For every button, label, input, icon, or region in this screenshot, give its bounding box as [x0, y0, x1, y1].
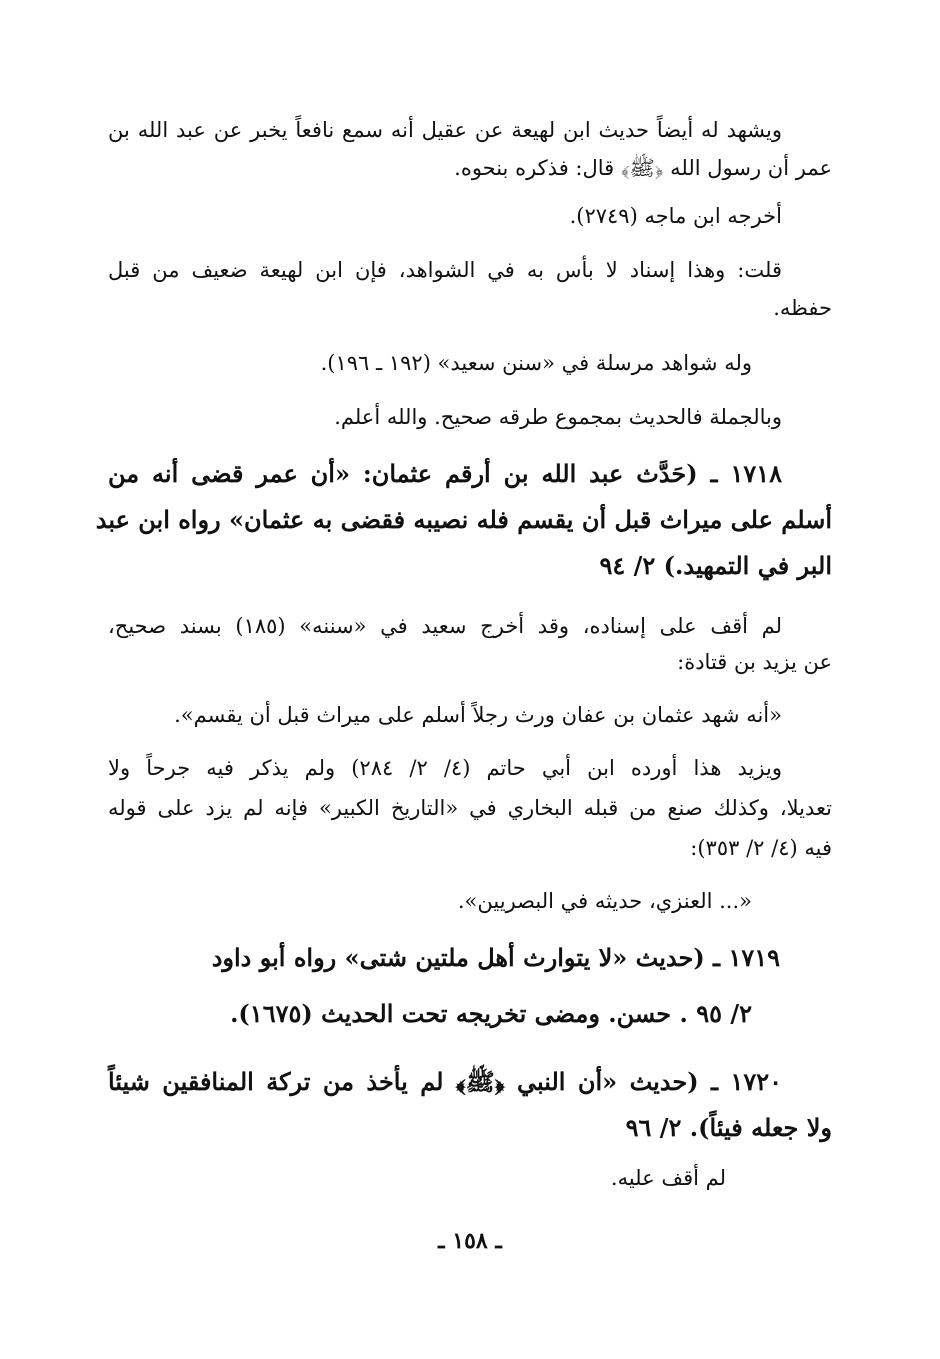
text-line: عن يزيد بن قتادة:: [677, 650, 832, 674]
quote-line: «... العنزي، حديثه في البصريين».: [457, 889, 752, 913]
quote-line: «أنه شهد عثمان بن عفان ورث رجلاً أسلم على ميراث قبل أن يقسم».: [174, 703, 782, 727]
hadith-heading-1719: ١٧١٩ ـ (حديث «لا يتوارث أهل ملتين شتى» رواه أبو داود: [211, 943, 780, 972]
text-line: عمر أن رسول الله ﴿ﷺ﴾ قال: فذكره بنحوه.: [454, 156, 832, 180]
text-line: وبالجملة فالحديث بمجموع طرقه صحيح. والله أعلم.: [334, 405, 782, 429]
text-line: تعديلا، وكذلك صنع من قبله البخاري في «التاريخ الكبير» فإنه لم يزد على قوله: [108, 796, 832, 820]
text-line: أسلم على ميراث قبل أن يقسم فله نصيبه فقضى به عثمان» رواه ابن عبد: [95, 505, 832, 534]
text-line: ويزيد هذا أورده ابن أبي حاتم (٤/ ٢/ ٢٨٤) ولم يذكر فيه جرحاً ولا: [108, 756, 782, 780]
text-line: ٢/ ٩٥ . حسن. ومضى تخريجه تحت الحديث (١٦٧٥).: [230, 999, 752, 1028]
hadith-heading-1718: ١٧١٨ ـ (حَدَّث عبد الله بن أرقم عثمان: «أن عمر قضى أنه من: [108, 459, 782, 488]
text-line: لم أقف عليه.: [610, 1166, 726, 1190]
text-line: وله شواهد مرسلة في «سنن سعيد» (١٩٢ ـ ١٩٦).: [320, 351, 752, 375]
text-line: حفظه.: [773, 296, 832, 320]
hadith-heading-1720: ١٧٢٠ ـ (حديث «أن النبي ﴿ﷺ﴾ لم يأخذ من تركة المنافقين شيئاً: [108, 1067, 782, 1096]
text-line: البر في التمهيد.) ٢/ ٩٤: [599, 551, 832, 580]
text-line: لم أقف على إسناده، وقد أخرج سعيد في «سننه» (١٨٥) بسند صحيح،: [108, 614, 782, 638]
text-line: أخرجه ابن ماجه (٢٧٤٩).: [569, 204, 782, 228]
text-line: ولا جعله فيئاً). ٢/ ٩٦: [625, 1113, 832, 1142]
text-line: قلت: وهذا إسناد لا بأس به في الشواهد، فإن ابن لهيعة ضعيف من قبل: [108, 258, 782, 282]
text-line: فيه (٤/ ٢/ ٣٥٣):: [690, 836, 832, 860]
text-line: ويشهد له أيضاً حديث ابن لهيعة عن عقيل أنه سمع نافعاً يخبر عن عبد الله بن: [108, 118, 782, 142]
page-number: ـ ١٥٨ ـ: [438, 1228, 502, 1254]
